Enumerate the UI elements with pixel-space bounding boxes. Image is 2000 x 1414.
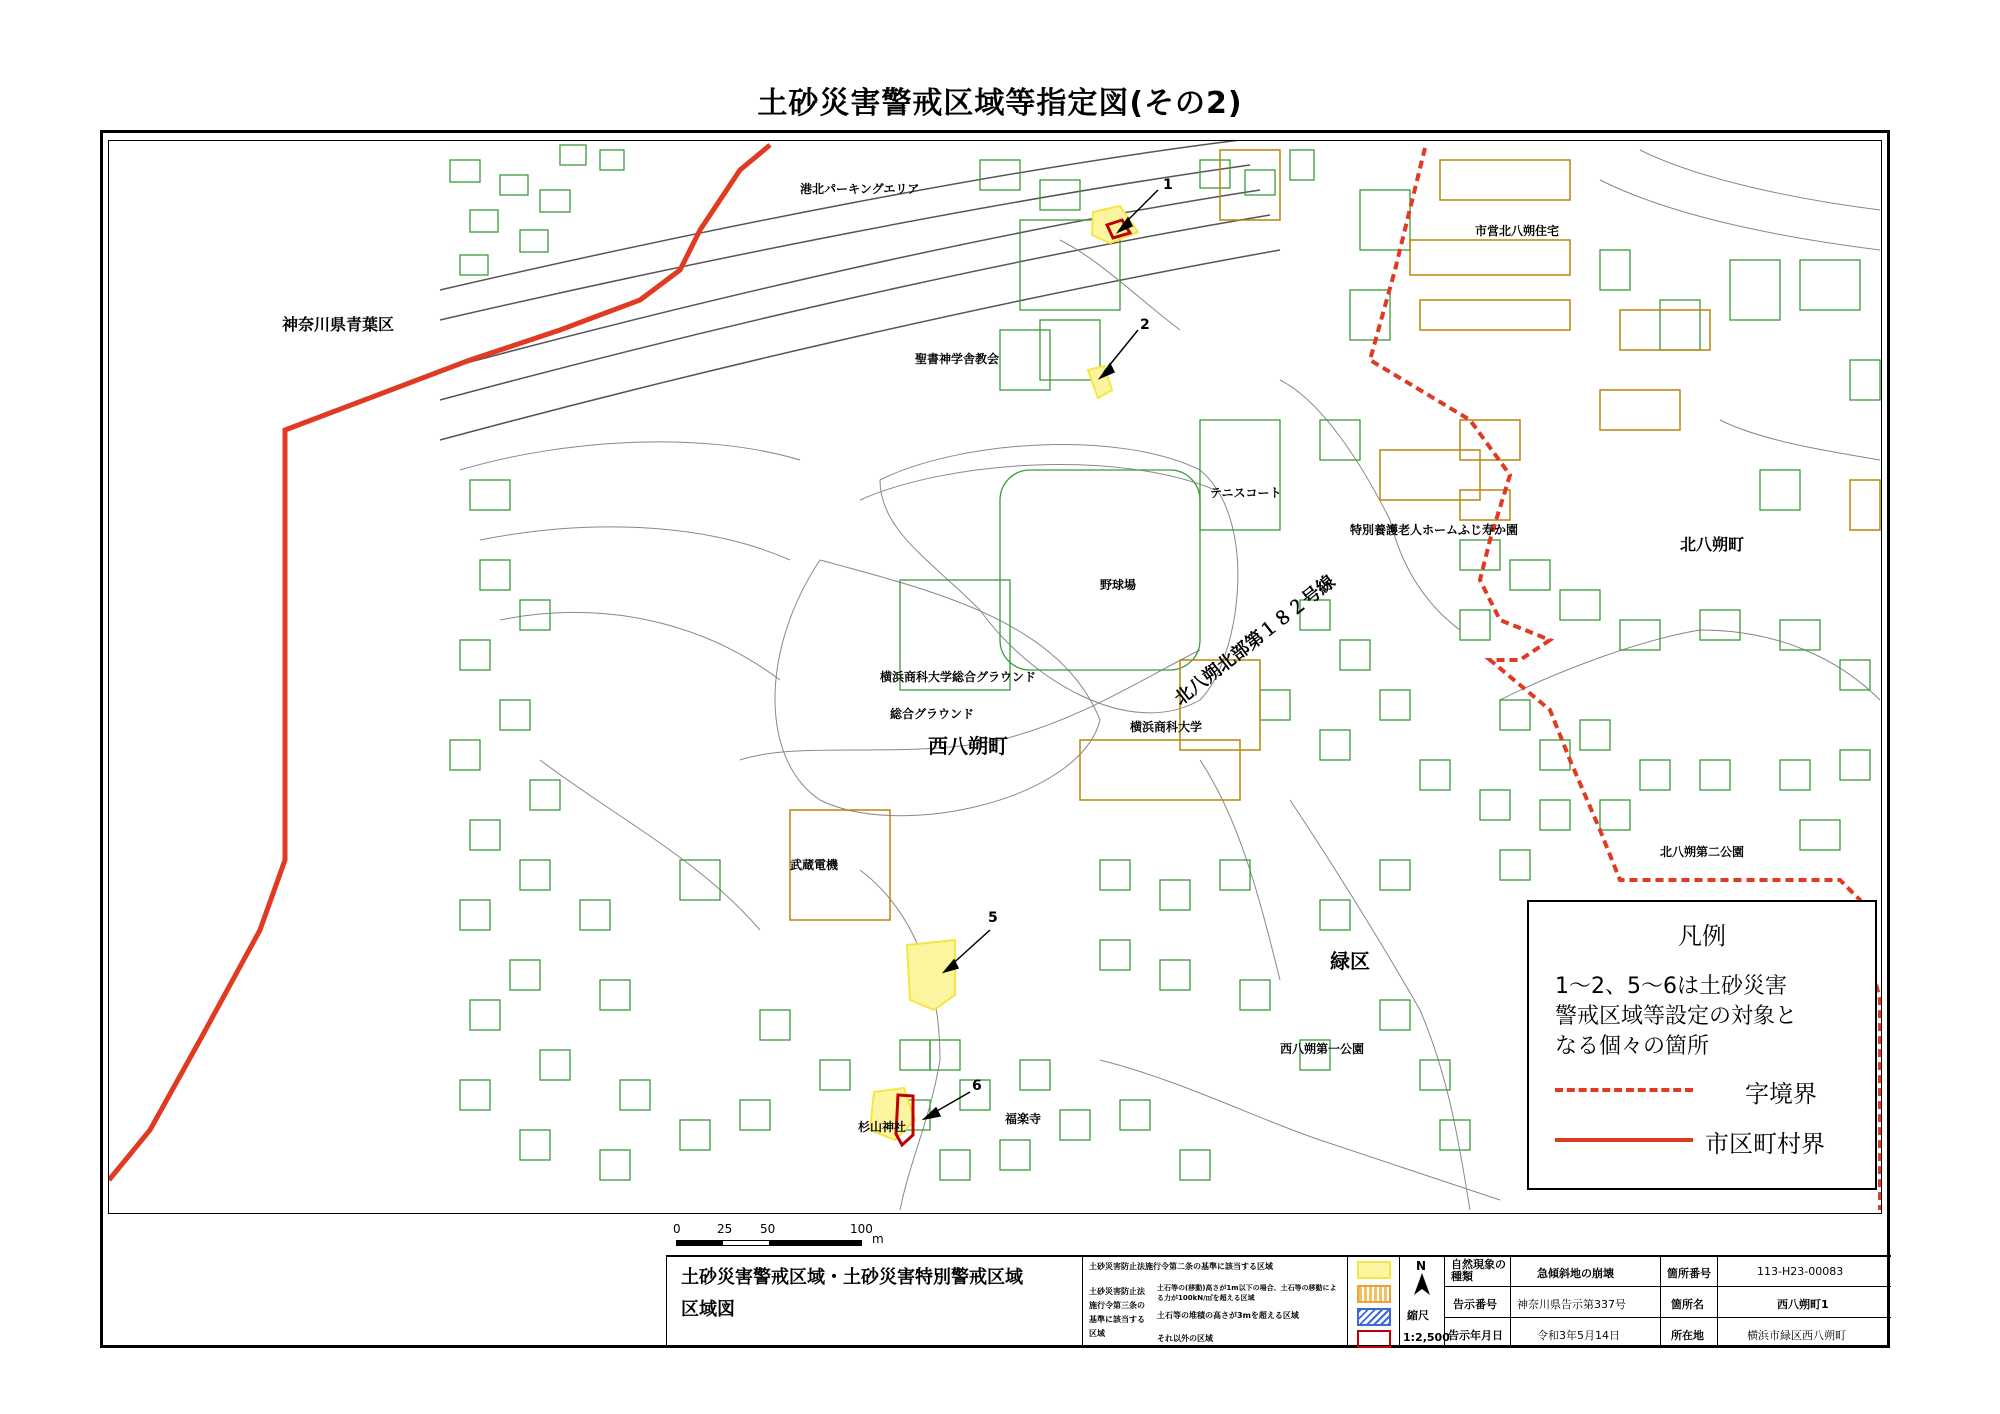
label-aoba-ward: 神奈川県青葉区 bbox=[282, 315, 395, 334]
scale-value: 1:2,500 bbox=[1403, 1331, 1450, 1344]
legend-description: 1～2、5～6は土砂災害 警戒区域等設定の対象と なる個々の箇所 bbox=[1555, 974, 1798, 1059]
site-number-6: 6 bbox=[972, 1078, 982, 1094]
label-tennis: テニスコート bbox=[1210, 486, 1282, 500]
label-kita-hassaku: 北八朔町 bbox=[1680, 535, 1745, 554]
site-number-2: 2 bbox=[1140, 317, 1150, 333]
site-name-label: 箇所名 bbox=[1671, 1298, 1704, 1311]
criteria-row-1: 土石等の(移動)高さが1m以下の場合、土石等の移動による力が100kN/㎡を超える区域 bbox=[1157, 1284, 1337, 1302]
map-title: 土砂災害警戒区域等指定図(その2) bbox=[757, 86, 1243, 121]
notice-number-label: 告示番号 bbox=[1453, 1298, 1497, 1311]
label-nishi-hassaku: 西八朔町 bbox=[928, 734, 1008, 758]
label-fukuraku-temple: 福楽寺 bbox=[1005, 1112, 1042, 1126]
swatch-warning-zone bbox=[1357, 1261, 1391, 1279]
criteria-header-2: 土砂災害防止法施行令第三条の基準に該当する区域 bbox=[1089, 1287, 1145, 1338]
label-road: 北八朔北部第１８２号線 bbox=[1170, 571, 1340, 710]
scale-tick-0: 0 bbox=[673, 1222, 681, 1236]
north-arrow-icon: N bbox=[1416, 1259, 1427, 1273]
label-kita-park2: 北八朔第二公園 bbox=[1660, 845, 1745, 859]
aza-boundary-swatch bbox=[1555, 1088, 1693, 1092]
label-kohoku-pa: 港北パーキングエリア bbox=[800, 182, 920, 196]
scale-tick-25: 25 bbox=[717, 1222, 733, 1236]
label-midori-ward: 緑区 bbox=[1330, 949, 1370, 973]
scale-graphic bbox=[676, 1240, 862, 1246]
site-name-value: 西八朔町1 bbox=[1777, 1298, 1829, 1311]
label-welfare: 特別養護老人ホームふじ寿か園 bbox=[1350, 523, 1519, 537]
municipal-boundary-swatch bbox=[1555, 1138, 1693, 1142]
location-label: 所在地 bbox=[1671, 1329, 1704, 1342]
scale-tick-50: 50 bbox=[760, 1222, 776, 1236]
label-university-ground: 横浜商科大学総合グラウンド bbox=[880, 670, 1037, 684]
site-number-label: 箇所番号 bbox=[1667, 1267, 1711, 1280]
swatch-deposit-zone bbox=[1357, 1308, 1391, 1326]
label-nishi-park1: 西八朔第一公園 bbox=[1280, 1042, 1365, 1056]
label-baseball: 野球場 bbox=[1100, 578, 1137, 592]
location-value: 横浜市緑区西八朔町 bbox=[1747, 1329, 1846, 1342]
notice-date-label: 告示年月日 bbox=[1448, 1329, 1503, 1342]
municipal-boundary-line bbox=[109, 145, 770, 1180]
criteria-row-3: それ以外の区域 bbox=[1157, 1334, 1213, 1343]
label-general-ground: 総合グラウンド bbox=[890, 707, 975, 721]
scale-tick-100: 100 bbox=[850, 1222, 873, 1236]
swatch-other-zone bbox=[1357, 1330, 1391, 1348]
scale-unit: m bbox=[872, 1232, 884, 1246]
legend-municipal-boundary bbox=[1555, 1124, 1855, 1158]
title-block-name: 土砂災害警戒区域・土砂災害特別警戒区域 bbox=[681, 1267, 1023, 1288]
swatch-special-zone bbox=[1357, 1285, 1391, 1303]
legend-title: 凡例 bbox=[1678, 922, 1726, 950]
phenomenon-label: 自然現象の種類 bbox=[1451, 1258, 1506, 1283]
north-arrow-glyph bbox=[1413, 1273, 1431, 1297]
label-municipal-housing: 市営北八朔住宅 bbox=[1475, 224, 1560, 238]
notice-date-value: 令和3年5月14日 bbox=[1537, 1329, 1620, 1342]
phenomenon-value: 急傾斜地の崩壊 bbox=[1537, 1267, 1614, 1280]
label-university: 横浜商科大学 bbox=[1130, 720, 1203, 734]
criteria-row-2: 土石等の堆積の高さが3mを超える区域 bbox=[1157, 1311, 1299, 1320]
criteria-header: 土砂災害防止法施行令第二条の基準に該当する区域 bbox=[1089, 1262, 1273, 1271]
label-bushu: 武蔵電機 bbox=[790, 858, 839, 872]
site-number-1: 1 bbox=[1163, 177, 1173, 193]
label-seminary: 聖書神学舎教会 bbox=[915, 352, 1000, 366]
title-block bbox=[666, 1255, 1891, 1348]
notice-number-value: 神奈川県告示第337号 bbox=[1517, 1298, 1626, 1311]
site-number-5: 5 bbox=[988, 910, 998, 926]
legend bbox=[1527, 900, 1877, 1190]
label-sugiyama-shrine: 杉山神社 bbox=[858, 1120, 907, 1134]
legend-aza-boundary bbox=[1555, 1074, 1855, 1108]
title-block-subname: 区域図 bbox=[681, 1299, 735, 1320]
scale-label: 縮尺 bbox=[1407, 1309, 1429, 1322]
legend-municipal-boundary-label: 市区町村界 bbox=[1705, 1130, 1825, 1158]
site-number-value: 113-H23-00083 bbox=[1757, 1265, 1844, 1278]
legend-aza-boundary-label: 字境界 bbox=[1745, 1080, 1817, 1108]
